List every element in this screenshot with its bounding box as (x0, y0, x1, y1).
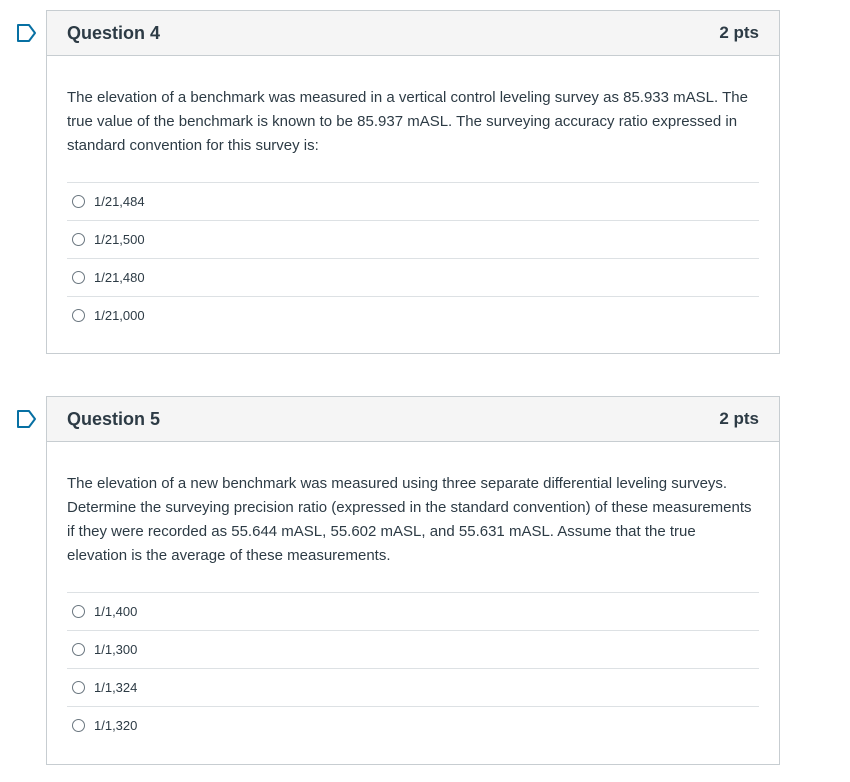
answer-label: 1/1,300 (94, 642, 138, 657)
answer-option[interactable] (67, 182, 759, 220)
question-card (46, 10, 780, 354)
question-body (47, 442, 779, 764)
answer-label: 1/1,324 (94, 680, 138, 695)
answer-label: 1/1,400 (94, 604, 138, 619)
question-points: 2 pts (719, 23, 759, 42)
answer-list (67, 182, 759, 354)
answer-label: 1/21,500 (94, 232, 145, 247)
answer-label: 1/21,484 (94, 194, 145, 209)
question-title: Question 5 (67, 408, 161, 429)
question-text: The elevation of a benchmark was measured in a vertical control leveling survey as 85.933 mASL. The true value of the benchmark is known to be 85.937 mASL. The surveying accuracy ratio expressed in standard convention for this survey is: (67, 89, 748, 154)
question-points: 2 pts (719, 409, 759, 428)
answer-label: 1/21,000 (94, 308, 145, 323)
flag-question-icon[interactable] (16, 409, 38, 429)
answer-option[interactable] (67, 258, 759, 296)
radio-button[interactable] (72, 195, 85, 208)
answer-option[interactable] (67, 220, 759, 258)
radio-button[interactable] (72, 233, 85, 246)
radio-button[interactable] (72, 271, 85, 284)
question-body (47, 56, 779, 354)
answer-label: 1/1,320 (94, 718, 138, 733)
answer-option[interactable] (67, 668, 759, 706)
radio-button[interactable] (72, 605, 85, 618)
answer-label: 1/21,480 (94, 270, 145, 285)
answer-option[interactable] (67, 630, 759, 668)
flag-question-icon[interactable] (16, 23, 38, 43)
question-title: Question 4 (67, 22, 161, 43)
radio-button[interactable] (72, 643, 85, 656)
question-text: The elevation of a new benchmark was measured using three separate differential leveling surveys. Determine the surveying precision ratio (expressed in the standard convention) of these measurements if they were recorded as 55.644 mASL, 55.602 mASL, and 55.631 mASL. Assume that the true elevation is the average of these measurements. (67, 475, 752, 564)
question-header (47, 11, 779, 56)
answer-list (67, 592, 759, 764)
radio-button[interactable] (72, 681, 85, 694)
radio-button[interactable] (72, 719, 85, 732)
question-header (47, 397, 779, 442)
answer-option[interactable] (67, 296, 759, 334)
answer-option[interactable] (67, 592, 759, 630)
radio-button[interactable] (72, 309, 85, 322)
answer-option[interactable] (67, 706, 759, 744)
question-card (46, 396, 780, 765)
